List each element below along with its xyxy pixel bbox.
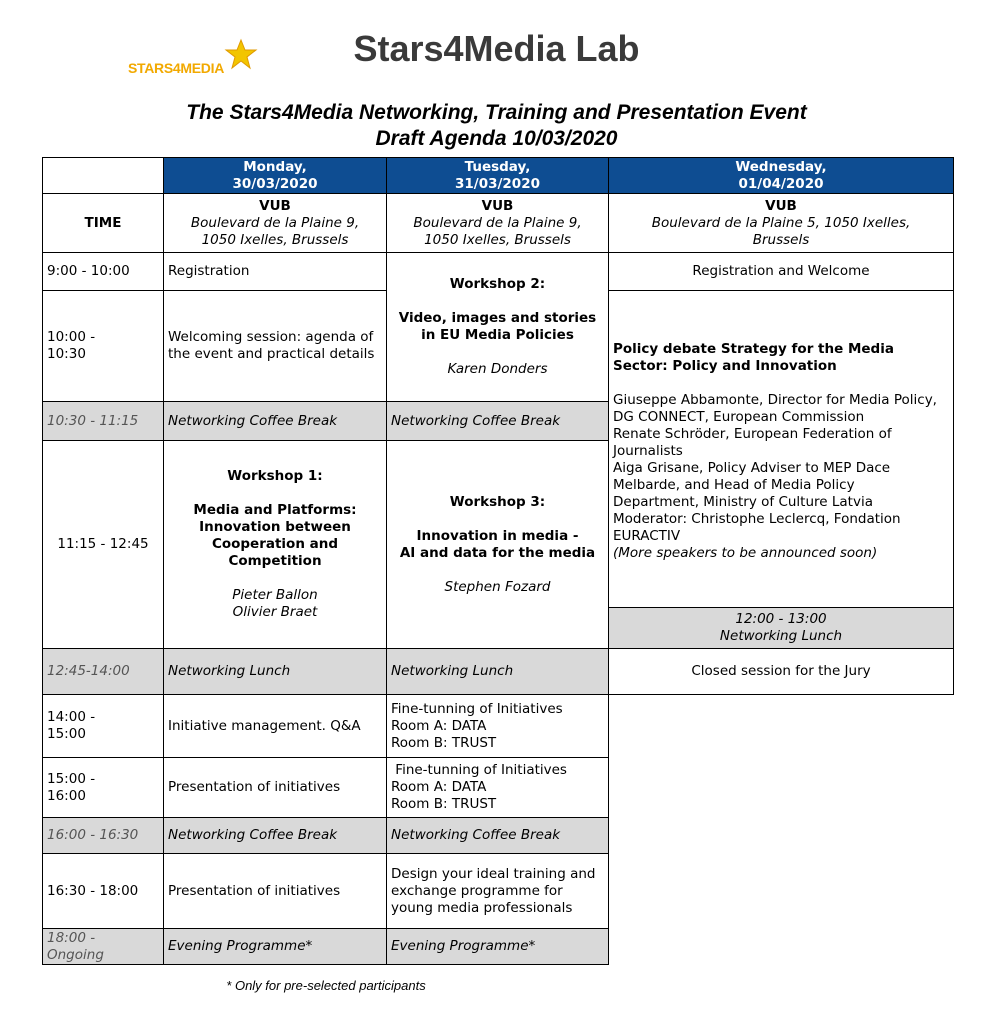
draft-agenda-line: Draft Agenda 10/03/2020 — [375, 127, 618, 150]
event-title — [0, 100, 993, 152]
time-slot: 16:30 - 18:00 — [42, 853, 164, 929]
time-slot: 10:00 - 10:30 — [42, 290, 164, 402]
time-slot: 12:45-14:00 — [42, 648, 164, 695]
monday-coffee-break: Networking Coffee Break — [163, 817, 387, 854]
tuesday-workshop-2: Workshop 2: Video, images and stories in EU Media Policies Karen Donders — [386, 252, 609, 402]
tuesday-fine-tuning: Fine-tunning of Initiatives Room A: DATA Room B: TRUST — [386, 694, 609, 758]
event-title-line: The Stars4Media Networking, Training and Presentation Event — [186, 101, 807, 124]
time-slot: 9:00 - 10:00 — [42, 252, 164, 291]
time-slot: 16:00 - 16:30 — [42, 817, 164, 854]
tuesday-coffee-break: Networking Coffee Break — [386, 401, 609, 441]
corner-cell — [42, 157, 164, 194]
time-slot: 11:15 - 12:45 — [42, 440, 164, 649]
header-tuesday: Tuesday, 31/03/2020 — [386, 157, 609, 194]
tuesday-evening-programme: Evening Programme* — [386, 928, 609, 965]
footnote: * Only for pre-selected participants — [226, 978, 426, 993]
monday-presentation: Presentation of initiatives — [163, 757, 387, 818]
stars4media-logo: STARS4MEDIA — [128, 38, 258, 86]
tuesday-design-training: Design your ideal training and exchange programme for young media professionals — [386, 853, 609, 929]
wednesday-lunch: 12:00 - 13:00 Networking Lunch — [608, 607, 954, 649]
tuesday-fine-tuning: Fine-tunning of Initiatives Room A: DATA Room B: TRUST — [386, 757, 609, 818]
wednesday-policy-debate: Policy debate Strategy for the Media Sector: Policy and Innovation Giuseppe Abbamonte, Director for Media Policy, DG CONNECT, European Commission Renate Schröder, European Federation of Journalists Aiga Grisane, Policy Adviser to MEP Dace Melbarde, and Head of Media Policy Department, Ministry of Culture Latvia Moderator: Christophe Leclercq, Fondation EURACTIV (More speakers to be announced soon) — [608, 290, 954, 608]
monday-registration: Registration — [163, 252, 387, 291]
venue-wednesday: VUB Boulevard de la Plaine 5, 1050 Ixelles, Brussels — [608, 193, 954, 253]
venue-monday: VUB Boulevard de la Plaine 9, 1050 Ixelles, Brussels — [163, 193, 387, 253]
monday-presentation: Presentation of initiatives — [163, 853, 387, 929]
monday-workshop-1: Workshop 1: Media and Platforms: Innovation between Cooperation and Competition Pieter Ballon Olivier Braet — [163, 440, 387, 649]
monday-lunch: Networking Lunch — [163, 648, 387, 695]
monday-welcoming-session: Welcoming session: agenda of the event and practical details — [163, 290, 387, 402]
time-slot: 15:00 - 16:00 — [42, 757, 164, 818]
time-slot: 14:00 - 15:00 — [42, 694, 164, 758]
monday-coffee-break: Networking Coffee Break — [163, 401, 387, 441]
lab-title: Stars4Media Lab — [353, 28, 640, 69]
tuesday-workshop-3: Workshop 3: Innovation in media - AI and data for the media Stephen Fozard — [386, 440, 609, 649]
header-monday: Monday, 30/03/2020 — [163, 157, 387, 194]
time-slot: 18:00 - Ongoing — [42, 928, 164, 965]
wednesday-jury-session: Closed session for the Jury — [608, 648, 954, 695]
wednesday-registration: Registration and Welcome — [608, 252, 954, 291]
time-header: TIME — [42, 193, 164, 253]
time-slot: 10:30 - 11:15 — [42, 401, 164, 441]
tuesday-coffee-break: Networking Coffee Break — [386, 817, 609, 854]
venue-tuesday: VUB Boulevard de la Plaine 9, 1050 Ixelles, Brussels — [386, 193, 609, 253]
monday-initiative-management: Initiative management. Q&A — [163, 694, 387, 758]
tuesday-lunch: Networking Lunch — [386, 648, 609, 695]
monday-evening-programme: Evening Programme* — [163, 928, 387, 965]
header-wednesday: Wednesday, 01/04/2020 — [608, 157, 954, 194]
